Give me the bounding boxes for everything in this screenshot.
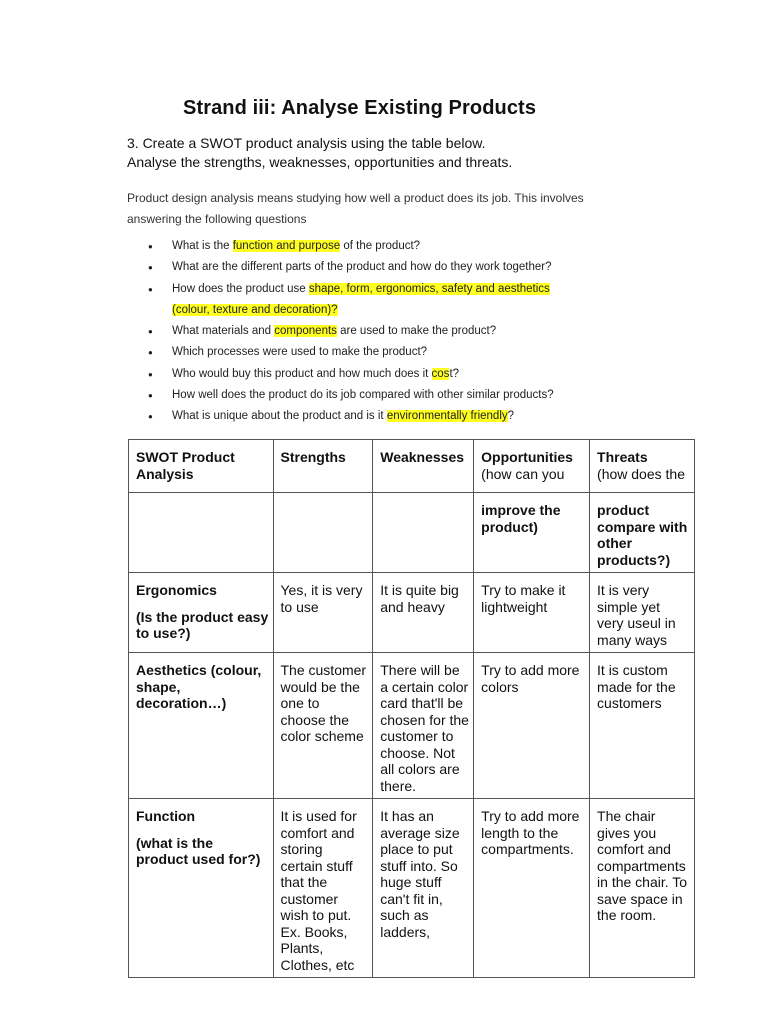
question-item: ● What is unique about the product and is it environmentally friendly? <box>127 406 554 427</box>
table-row <box>129 493 695 573</box>
table-cell: It is very simple yet very useul in many ways <box>590 573 695 653</box>
table-cell: Yes, it is very to use <box>273 573 373 653</box>
bullet-icon: ● <box>148 242 153 251</box>
table-cell: Ergonomics (Is the product easy to use?) <box>129 573 274 653</box>
table-cell: There will be a certain color card that'll be chosen for the customer to choose. Not all colors are there. <box>373 653 474 799</box>
table-header-cell: Threats (how does the <box>590 440 695 493</box>
table-header-cell: Opportunities (how can you <box>474 440 590 493</box>
question-item: ● Which processes were used to make the product? <box>127 342 554 363</box>
question-item: ● What are the different parts of the product and how do they work together? <box>127 257 554 278</box>
question-list <box>127 236 554 428</box>
highlight: cos <box>431 367 450 380</box>
table-cell: The chair gives you comfort and compartments in the chair. To save space in the room. <box>590 799 695 978</box>
table-cell: It is quite big and heavy <box>373 573 474 653</box>
question-item-continuation <box>127 300 554 321</box>
table-header-cell: Strengths <box>273 440 373 493</box>
table-cell: Try to make it lightweight <box>474 573 590 653</box>
bullet-icon: ● <box>148 391 153 401</box>
highlight: environmentally friendly <box>386 410 508 423</box>
intro-text <box>127 134 512 172</box>
bullet-icon: ● <box>148 284 153 294</box>
table-row <box>129 573 695 653</box>
question-item: ● Who would buy this product and how much does it cost? <box>127 364 554 385</box>
table-cell: improve the product) <box>474 493 590 573</box>
bullet-icon: ● <box>148 263 153 273</box>
paragraph-line-1: Product design analysis means studying how well a product does its job. This involves <box>127 191 584 205</box>
table-row <box>129 653 695 799</box>
intro-line-1: 3. Create a SWOT product analysis using the table below. <box>127 135 486 151</box>
table-row <box>129 799 695 978</box>
table-cell: Try to add more colors <box>474 653 590 799</box>
table-cell: product compare with other products?) <box>590 493 695 573</box>
table-cell <box>373 493 474 573</box>
table-cell: It is custom made for the customers <box>590 653 695 799</box>
bullet-icon: ● <box>148 369 153 379</box>
highlight: function and purpose <box>232 240 341 252</box>
table-cell <box>129 493 274 573</box>
paragraph-line-2: answering the following questions <box>127 212 307 226</box>
bullet-icon: ● <box>148 327 153 337</box>
table-header-cell: Weaknesses <box>373 440 474 493</box>
bullet-icon: ● <box>148 348 153 358</box>
table-cell: It has an average size place to put stuff into. So huge stuff can't fit in, such as ladders, <box>373 799 474 978</box>
page-title: Strand iii: Analyse Existing Products <box>183 97 537 119</box>
table-cell: Aesthetics (colour, shape, decoration…) <box>129 653 274 799</box>
question-item: ● How well does the product do its job compared with other similar products? <box>127 385 554 406</box>
table-cell: Function (what is the product used for?) <box>129 799 274 978</box>
table-cell: The customer would be the one to choose the color scheme <box>273 653 373 799</box>
table-header-cell: SWOT Product Analysis <box>129 440 274 493</box>
swot-table <box>128 439 695 978</box>
highlight: shape, form, ergonomics, safety and aesthetics <box>308 282 550 295</box>
table-header-row <box>129 440 695 493</box>
bullet-icon: ● <box>148 412 153 422</box>
highlight: (colour, texture and decoration)? <box>172 303 338 316</box>
question-item: ● What is the function and purpose of the product? <box>127 236 554 257</box>
question-item: ● How does the product use shape, form, ergonomics, safety and aesthetics <box>127 279 554 300</box>
question-item: ● What materials and components are used to make the product? <box>127 321 554 342</box>
intro-paragraph <box>127 188 607 230</box>
intro-line-2: Analyse the strengths, weaknesses, opportunities and threats. <box>127 154 513 170</box>
highlight: components <box>274 325 337 338</box>
table-cell <box>273 493 373 573</box>
table-cell: It is used for comfort and storing certain stuff that the customer wish to put. Ex. Books, Plants, Clothes, etc <box>273 799 373 978</box>
table-cell: Try to add more length to the compartments. <box>474 799 590 978</box>
